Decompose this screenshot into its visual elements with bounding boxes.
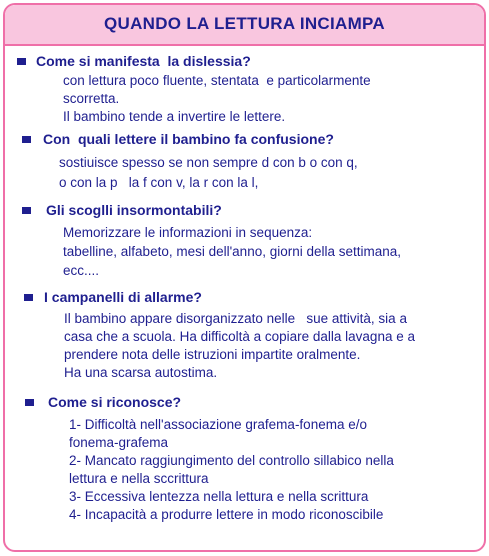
- section-heading: Come si manifesta la dislessia?: [36, 53, 251, 69]
- section-heading: Gli scoglli insormontabili?: [46, 202, 222, 218]
- square-bullet-icon: [17, 58, 26, 65]
- section-heading: Con quali lettere il bambino fa confusione?: [43, 131, 334, 147]
- page-title: QUANDO LA LETTURA INCIAMPA: [103, 14, 386, 33]
- section-text-line: o con la p la f con v, la r con la l,: [59, 175, 259, 190]
- section-text-line: ecc....: [63, 263, 100, 278]
- section-text-line: Ha una scarsa autostima.: [64, 365, 218, 380]
- section-text-line: fonema-grafema: [69, 435, 169, 450]
- section-text-line: Il bambino tende a invertire le lettere.: [63, 109, 286, 124]
- title-band: [5, 5, 484, 46]
- info-card: [3, 3, 486, 552]
- section-text-line: 3- Eccessiva lentezza nella lettura e nella scrittura: [69, 489, 369, 504]
- section-text-line: casa che a scuola. Ha difficoltà a copiare dalla lavagna e a: [64, 329, 415, 344]
- square-bullet-icon: [22, 136, 31, 143]
- section-text-line: tabelline, alfabeto, mesi dell'anno, giorni della settimana,: [63, 244, 402, 259]
- section-text-line: 1- Difficoltà nell'associazione grafema-fonema e/o: [69, 417, 367, 432]
- section-text-line: sostiuisce spesso se non sempre d con b o con q,: [59, 155, 358, 170]
- section-text-line: Il bambino appare disorganizzato nelle sue attività, sia a: [64, 311, 407, 326]
- square-bullet-icon: [24, 294, 33, 301]
- square-bullet-icon: [22, 207, 31, 214]
- section-text-line: 4- Incapacità a produrre lettere in modo riconoscibile: [69, 507, 384, 522]
- square-bullet-icon: [25, 399, 34, 406]
- section-text-line: Memorizzare le informazioni in sequenza:: [63, 225, 313, 240]
- section-text-line: scorretta.: [63, 91, 120, 106]
- section-text-line: lettura e nella sccrittura: [69, 471, 209, 486]
- section-text-line: 2- Mancato raggiungimento del controllo sillabico nella: [69, 453, 394, 468]
- section-text-line: con lettura poco fluente, stentata e particolarmente: [63, 73, 371, 88]
- section-heading: Come si riconosce?: [48, 394, 182, 410]
- section-heading: I campanelli di allarme?: [44, 289, 202, 305]
- section-text-line: prendere nota delle istruzioni impartite oralmente.: [64, 347, 361, 362]
